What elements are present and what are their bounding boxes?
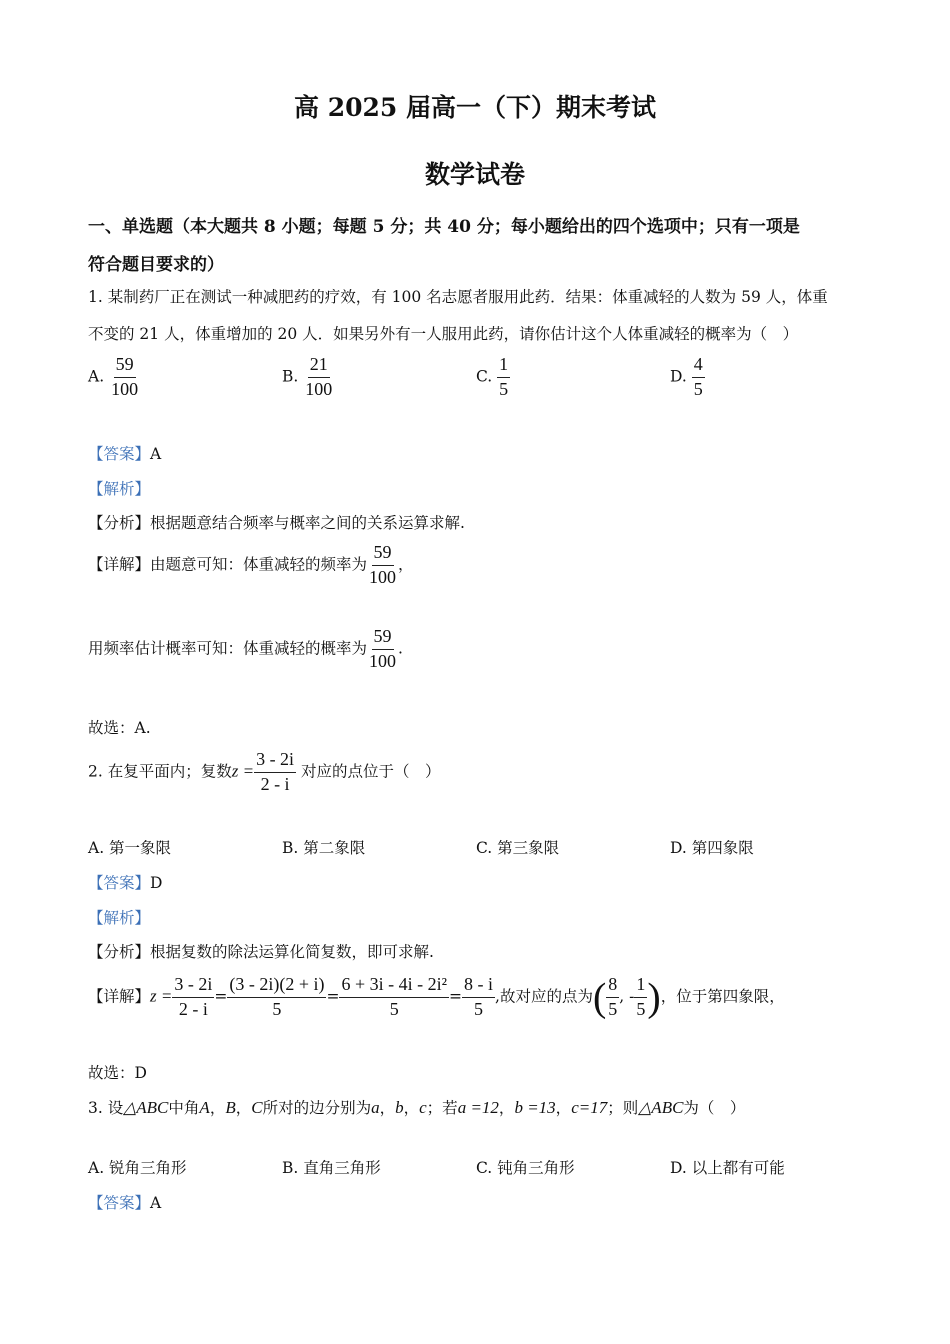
q1-detail-2: 用频率估计概率可知：体重减轻的概率为 $\frac{59}{100}$ . [88,626,403,671]
q2-option-c: C. 第三象限 [476,839,560,857]
q3-option-d: D. 以上都有可能 [670,1159,785,1177]
q2-fenxi: 【分析】根据复数的除法运算化简复数，即可求解. [88,943,434,961]
q1-answer: 【答案】A [88,445,162,463]
q2-option-d: D. 第四象限 [670,839,754,857]
q1-stem-line2: 不变的 21 人，体重增加的 20 人．如果另外有一人服用此药，请你估计这个人体重减轻的概率为（ ） [88,325,799,343]
q2-stem: 2. 在复平面内；复数z = $\frac{3 - 2i}{2 - i}$ 对应的点位于（ ） [88,749,441,794]
section-heading: 一、单选题（本大题共 8 小题；每题 5 分；共 40 分；每小题给出的四个选项中；只有一项是 [88,217,800,237]
q2-analysis-tag: 【解析】 [88,909,151,927]
q2-conclusion: 故选：D [88,1064,147,1082]
q2-answer: 【答案】D [88,874,163,892]
q1-stem-line1: 1. 某制药厂正在测试一种减肥药的疗效，有 100 名志愿者服用此药．结果：体重减轻的人数为 59 人，体重 [88,288,828,306]
section-heading-cont: 符合题目要求的） [88,255,224,275]
q3-option-a: A. 锐角三角形 [88,1159,187,1177]
exam-title: 高 2025 届高一（下）期末考试 [294,93,656,122]
q3-option-c: C. 钝角三角形 [476,1159,575,1177]
q1-analysis-tag: 【解析】 [88,480,151,498]
q1-option-c: C. $\frac{1}{5}$ [476,354,509,399]
q2-option-a: A. 第一象限 [88,839,172,857]
exam-subtitle: 数学试卷 [424,160,525,189]
q1-conclusion: 故选：A. [88,719,151,737]
q1-fenxi: 【分析】根据题意结合频率与概率之间的关系运算求解. [88,514,465,532]
q2-detail: 【详解】z = $\frac{3 - 2i}{2 - i}$ = $\frac{(3 - 2i)(2 + i)}{5}$ = $\frac{\text{6 + 3i - 4i - 2i²}}{5}$ = $\frac{8 - i}{5}$ ,故对应的点为( $\frac{8}{5}$ , - $\frac{1}{5}$ )，位于第四象限， [88,974,785,1020]
q3-answer: 【答案】A [88,1194,162,1212]
q1-option-b: B. $\frac{21}{100}$ [282,354,333,399]
q1-option-a: A. $\frac{59}{100}$ [88,354,139,399]
q1-detail-1: 【详解】由题意可知：体重减轻的频率为 $\frac{59}{100}$ ， [88,542,414,587]
q3-option-b: B. 直角三角形 [282,1159,381,1177]
q2-option-b: B. 第二象限 [282,839,366,857]
q3-stem: 3. 设△ABC中角A，B，C所对的边分别为a，b，c；若a =12，b =13，c=17；则△ABC为（ ） [88,1098,746,1117]
q1-option-d: D. $\frac{4}{5}$ [670,354,703,399]
